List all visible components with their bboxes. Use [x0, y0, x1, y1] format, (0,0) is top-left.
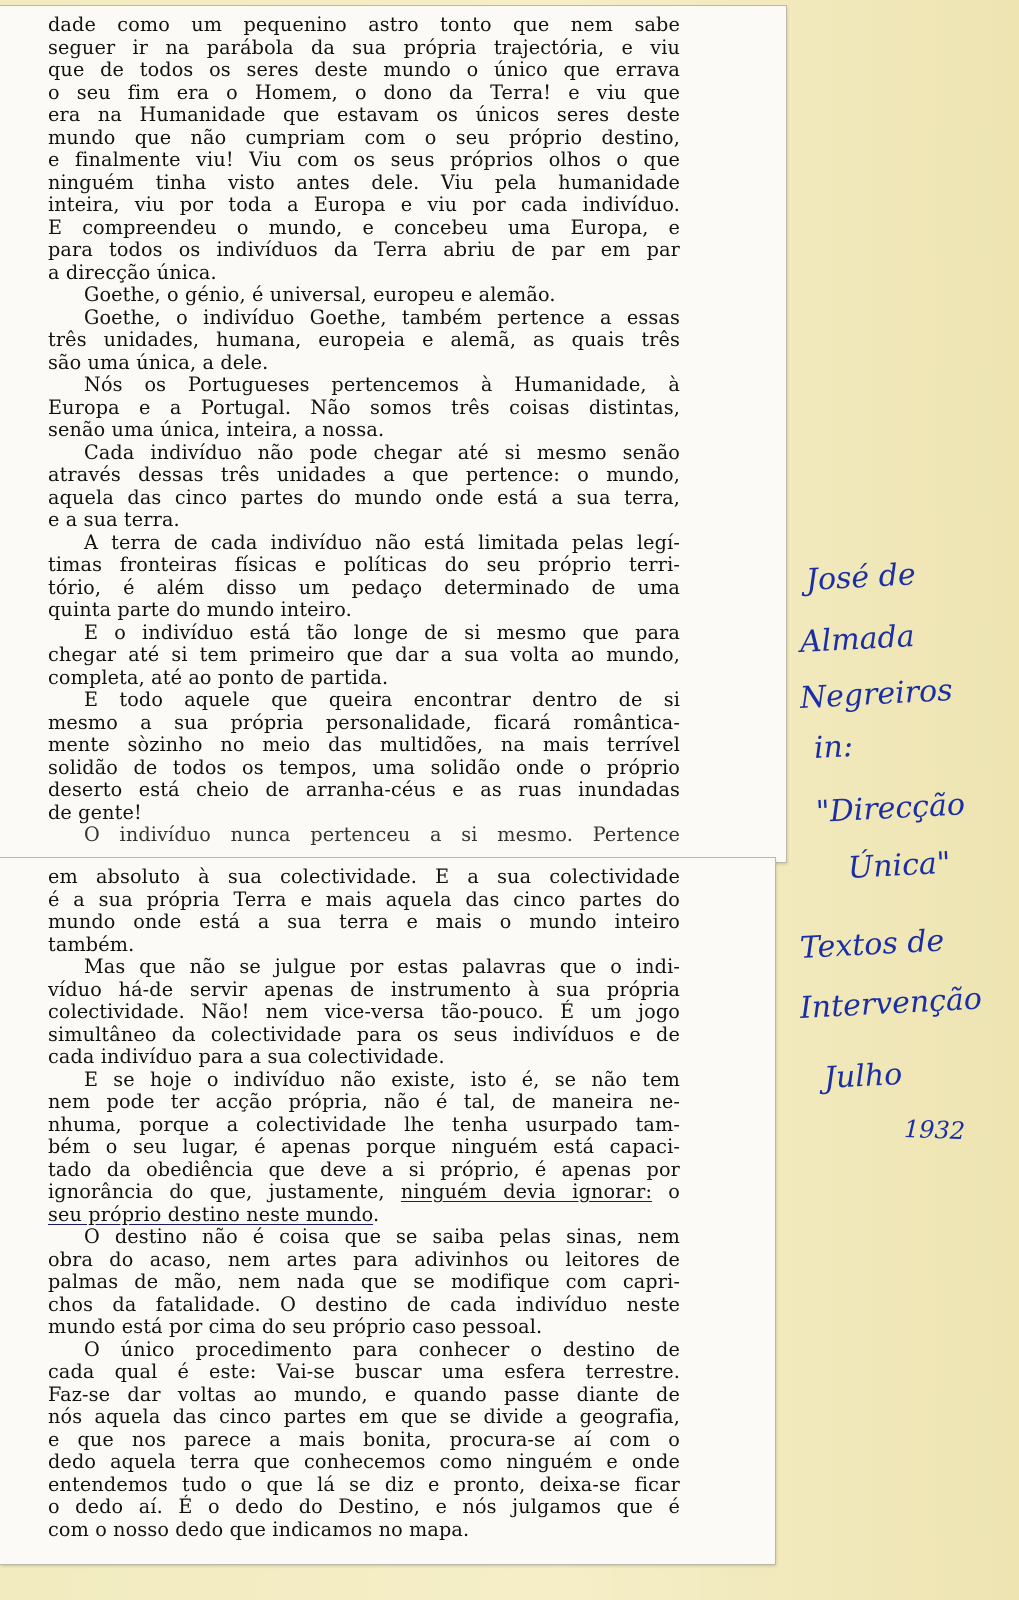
text-line: mente sòzinho no meio das multidões, na mais terrível	[48, 733, 680, 756]
handwritten-line: "Direcção	[815, 787, 966, 830]
text-line: nhuma, porque a colectividade lhe tenha usurpado tam-	[48, 1112, 680, 1136]
text-line: através dessas três unidades a que pertence: o mundo,	[48, 463, 680, 486]
underlined-line	[48, 1204, 680, 1227]
text-line: solidão de todos os tempos, uma solidão onde o próprio	[48, 755, 680, 779]
text-fragment: ignorância do que, justamente,	[48, 1180, 401, 1203]
text-line: mundo que não cumpriam com o seu próprio destino,	[48, 125, 680, 149]
pen-underline: ninguém devia ignorar:	[400, 1180, 653, 1203]
text-column-top	[48, 14, 680, 847]
text-line: entendemos tudo o que lá se diz e pronto, deixa-se ficar	[48, 1472, 680, 1496]
handwritten-line: Intervenção	[799, 981, 983, 1026]
text-line: era na Humanidade que estavam os únicos seres deste	[48, 103, 680, 126]
text-line: aquela das cinco partes do mundo onde está a sua terra,	[48, 485, 680, 509]
newspaper-clipping-top	[0, 6, 786, 862]
text-line: Mas que não se julgue por estas palavras que o indi-	[84, 955, 680, 978]
text-fragment: o	[652, 1180, 680, 1203]
text-line: víduo há-de servir apenas de instrumento à sua própria	[48, 977, 680, 1001]
text-line: cada qual é este: Vai-se buscar uma esfera terrestre.	[48, 1360, 680, 1383]
text-line: tado da obediência que deve a si próprio, é apenas por	[48, 1157, 680, 1181]
text-line: A terra de cada indivíduo não está limitada pelas legí-	[84, 530, 680, 554]
newspaper-clipping-bottom	[0, 858, 775, 1564]
text-line: colectividade. Não! nem vice-versa tão-pouco. É um jogo	[48, 1000, 680, 1023]
text-line: E todo aquele que queira encontrar dentro de si	[84, 688, 680, 711]
text-line: O único procedimento para conhecer o destino de	[84, 1337, 680, 1361]
text-line: bém o seu lugar, é apenas porque ninguém está capaci-	[48, 1135, 680, 1158]
text-line: E compreendeu o mundo, e concebeu uma Europa, e	[48, 215, 680, 239]
text-line: também.	[48, 932, 135, 956]
text-line: cada indivíduo para a sua colectividade.	[48, 1045, 445, 1068]
text-line: Cada indivíduo não pode chegar até si mesmo senão	[84, 440, 680, 464]
handwritten-annotation	[800, 540, 1010, 1160]
text-line: E se hoje o indivíduo não existe, isto é, se não tem	[84, 1067, 680, 1091]
text-line: três unidades, humana, europeia e alemã, as quais três	[48, 328, 680, 351]
text-line: senão uma única, inteira, a nossa.	[48, 418, 385, 441]
text-line: dade como um pequenino astro tonto que nem sabe	[48, 13, 680, 36]
text-line: em absoluto à sua colectividade. E a sua colectividade	[48, 865, 680, 888]
text-line: quinta parte do mundo inteiro.	[48, 598, 352, 621]
text-line: o dedo aí. É o dedo do Destino, e nós julgamos que é	[48, 1495, 680, 1518]
text-line: com o nosso dedo que indicamos no mapa.	[48, 1517, 470, 1541]
text-line: ninguém tinha visto antes dele. Viu pela humanidade	[48, 170, 680, 194]
text-line: mundo está por cima do seu próprio caso pessoal.	[48, 1315, 543, 1338]
text-line: seguer ir na parábola da sua própria trajectória, e viu	[48, 35, 680, 59]
text-line: que de todos os seres deste mundo o único que errava	[48, 58, 680, 81]
text-line: a direcção única.	[48, 260, 217, 284]
text-line: chegar até si tem primeiro que dar a sua volta ao mundo,	[48, 643, 680, 666]
text-line: mundo onde está a sua terra e mais o mundo inteiro	[48, 910, 680, 933]
text-line: Goethe, o indivíduo Goethe, também pertence a essas	[84, 305, 680, 329]
text-line: dedo aquela terra que conhecemos como ninguém e onde	[48, 1450, 680, 1473]
text-line: Faz-se dar voltas ao mundo, e quando passe diante de	[48, 1382, 680, 1406]
text-column-bottom	[48, 866, 680, 1541]
handwritten-year: 1932	[903, 1115, 966, 1146]
text-line: Nós os Portugueses pertencemos à Humanidade, à	[84, 373, 680, 396]
text-line: E o indivíduo está tão longe de si mesmo que para	[84, 620, 680, 644]
text-line: O indivíduo nunca pertenceu a si mesmo. Pertence	[84, 823, 680, 846]
text-line: nem pode ter acção própria, não é tal, de maneira ne-	[48, 1090, 680, 1113]
text-line: são uma única, a dele.	[48, 350, 269, 374]
handwritten-line: Almada	[799, 619, 916, 660]
text-line: mesmo a sua própria personalidade, ficará romântica-	[48, 710, 680, 734]
text-line: para todos os indivíduos da Terra abriu de par em par	[48, 238, 680, 261]
handwritten-line: José de	[805, 557, 917, 598]
text-line: chos da fatalidade. O destino de cada indivíduo neste	[48, 1292, 680, 1316]
underlined-line	[48, 1181, 680, 1204]
text-line: simultâneo da colectividade para os seus indivíduos e de	[48, 1022, 680, 1046]
text-line: o seu fim era o Homem, o dono da Terra! e viu que	[48, 80, 680, 104]
text-fragment: .	[373, 1202, 380, 1226]
text-line: timas fronteiras físicas e políticas do seu próprio terri-	[48, 553, 680, 576]
text-line: tório, é além disso um pedaço determinado de uma	[48, 575, 680, 599]
text-line: deserto está cheio de arranha-céus e as ruas inundadas	[48, 778, 680, 801]
text-line: e que nos parece a mais bonita, procura-se aí com o	[48, 1427, 680, 1451]
handwritten-line: Julho	[823, 1056, 904, 1096]
text-line: inteira, viu por toda a Europa e viu por cada indivíduo.	[48, 193, 680, 216]
handwritten-line: in:	[813, 728, 854, 766]
text-line: O destino não é coisa que se saiba pelas sinas, nem	[84, 1225, 680, 1248]
handwritten-line: Negreiros	[799, 673, 954, 716]
handwritten-line: Única"	[847, 845, 952, 886]
text-line: completa, até ao ponto de partida.	[48, 665, 389, 689]
text-line: e finalmente viu! Viu com os seus próprios olhos o que	[48, 148, 680, 171]
text-line: Europa e a Portugal. Não somos três coisas distintas,	[48, 395, 680, 419]
text-line: obra do acaso, nem artes para adivinhos ou leitores de	[48, 1247, 680, 1271]
pen-underline: seu próprio destino neste mundo	[48, 1202, 374, 1226]
text-line: Goethe, o génio, é universal, europeu e alemão.	[84, 283, 556, 306]
text-line: de gente!	[48, 800, 142, 824]
handwritten-line: Textos de	[799, 923, 946, 966]
text-line: nós aquela das cinco partes em que se divide a geografia,	[48, 1405, 680, 1428]
text-line: e a sua terra.	[48, 508, 180, 531]
text-line: palmas de mão, nem nada que se modifique com capri-	[48, 1270, 680, 1293]
text-line: é a sua própria Terra e mais aquela das cinco partes do	[48, 887, 680, 911]
